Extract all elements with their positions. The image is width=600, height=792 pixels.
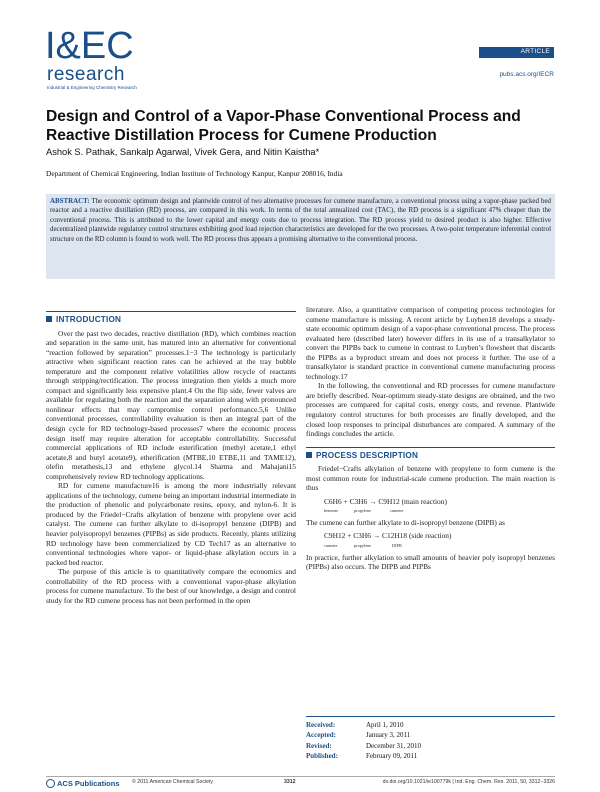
footer-rule [46, 776, 555, 777]
intro-paragraph-2: RD for cumene manufacture16 is among the more industrially relevant applications of the technology, cumene being an important industrial intermediate in the production of phenolic and polycarbonate resins, epoxy, and nylon-6. It is produced by the Friedel−Crafts alkylation of benzene with propylene over acid catalyst. The cumene can further alkylate to di-isopropyl benzene (DIPB) and heavier polyisopropyl benzenes (PIPBs) as side products. Recently, plants utilizing RD technology have been commercialized by CD Tech17 as an alternative to conventional technologies where vapor- or liquid-phase alkylation occurs in a packed bed reactor. [46, 481, 296, 567]
introduction-heading: INTRODUCTION [46, 311, 296, 325]
article-type-badge [479, 47, 554, 58]
journal-logo-caption: Industrial & Engineering Chemistry Research [47, 85, 137, 90]
intro-paragraph-1: Over the past two decades, reactive distillation (RD), which combines reaction and separation in the same unit, has matured into an alternative for conventional “reaction followed by separation” processes.1−3 The technology is particularly attractive when significant reaction rates can be achieved at the tray bubble temperature and the component relative volatilities allow recycle of reactants through stripping/rectification. The process integration then yields a much more compact and significantly less expensive plant.4 On the flip side, fewer valves are available for regulating both the reaction and the separation along with pronounced nonlinear effects that may compromise control performance.5,6 Unlike conventional processes, controllability evaluation is then an integral part of the design cycle for RD technology-based processes7 where the economic process design itself may require alteration for acceptable controllability. Successful commercial applications of RD include esterification (methyl acetate,1 ethyl acetate,8 and butyl acetate9), etherification (MTBE,10 ETBE,11 and TAME12), olefin metathesis,13 and ethylene glycol.14 Sharma and Mahajani15 comprehensively review RD technology applications. [46, 328, 296, 481]
section-marker-icon [46, 316, 52, 322]
doi-citation[interactable]: dx.doi.org/10.1021/ie100779k | Ind. Eng. Chem. Res. 2011, 50, 3312−3326 [382, 779, 555, 785]
journal-url[interactable]: pubs.acs.org/IECR [499, 71, 554, 78]
process-paragraph-1: Friedel−Crafts alkylation of benzene with propylene to form cumene is the most common route for industrial-scale cumene production. The main reaction is thus [306, 464, 555, 493]
accepted-date: Accepted: January 3, 2011 [306, 731, 411, 740]
section-marker-icon [306, 452, 312, 458]
received-date: Received: April 1, 2010 [306, 721, 404, 729]
equation-main-reaction: C6H6 + C3H6 → C9H12 (main reaction) benzene propylene cumene [324, 496, 447, 514]
abstract-label: ABSTRACT: [50, 197, 90, 205]
author-list: Ashok S. Pathak, Sankalp Agarwal, Vivek Gera, and Nitin Kaistha* [46, 147, 320, 157]
acs-publications-logo: ACS Publications [46, 779, 120, 788]
acs-logo-icon [46, 779, 55, 788]
abstract-text: The economic optimum design and plantwide control of two alternative processes for cumene manufacture, a conventional process using a vapor-phase packed bed reactor and a reactive distillation (RD) process, are compared in this work. In terms of the total annualized cost (TAC), the RD process is a significant 47% cheaper than the conventional process. This is attributed to the lower capital and energy costs due to process integration. The RD process yield to desired product is also higher. Effective decentralized plantwide regulatory control structures exhibiting good load rejection characteristics are developed for the two processes. A two-point temperature inferential control structure on the RD column is found to work well. The RD process thus appears a promising alternative to the conventional process. [50, 197, 551, 243]
equation-side-reaction: C9H12 + C3H6 → C12H18 (side reaction) cumene propylene DIPB [324, 531, 452, 549]
process-description-heading: PROCESS DESCRIPTION [306, 447, 555, 461]
article-dates [306, 716, 555, 761]
journal-logo-research: research [47, 64, 125, 85]
page-number: 3312 [284, 779, 296, 785]
affiliation: Department of Chemical Engineering, Indian Institute of Technology Kanpur, Kanpur 208016, India [46, 169, 343, 178]
intro-paragraph-3: The purpose of this article is to quantitatively compare the economics and controllability of the RD process with a conventional vapor-phase alkylation process for cumene manufacture. To the best of our knowledge, a design and control study for the RD cumene process has not been performed in the open [46, 567, 296, 605]
abstract [50, 197, 551, 244]
right-column [306, 305, 555, 572]
published-date: Published: February 09, 2011 [306, 751, 418, 760]
article-title [46, 107, 566, 145]
copyright: © 2011 American Chemical Society [132, 779, 213, 785]
process-paragraph-3: In practice, further alkylation to small amounts of heavier poly isopropyl benzenes (PIPBs) also occurs. The DIPB and PIPBs [306, 552, 555, 572]
title-line-2: Reactive Distillation Process for Cumene Production [46, 127, 437, 144]
title-line-1: Design and Control of a Vapor-Phase Conventional Process and [46, 108, 521, 125]
article-type-label: ARTICLE [520, 48, 550, 55]
revised-date: Revised: December 31, 2010 [306, 741, 422, 750]
right-paragraph-1: literature. Also, a quantitative comparison of competing process technologies for cumene manufacture is missing. A recent article by Luyben18 develops a steady-state economic optimum design of a vapor-phase conventional process. The process evaluated here (described later) however differs in its use of a transalkylator to convert the PIPBs back to cumene in contrast to Luyben’s flowsheet that discards the PIPBs as a byproduct stream and does not process it further. The use of a transalkylator is standard practice in conventional cumene manufacturing process technology.17 [306, 305, 555, 381]
left-column [46, 311, 296, 605]
right-paragraph-2: In the following, the conventional and RD processes for cumene manufacture are briefly described. Near-optimum steady-state designs are obtained, and the two processes are compared for capital costs, energy costs, and revenue. Plantwide regulatory control structures for both processes are finally developed, and the closed loop responses to principal disturbances are compared. A summary of the findings concludes the article. [306, 381, 555, 439]
journal-logo: I&EC [45, 25, 134, 67]
process-paragraph-2: The cumene can further alkylate to di-isopropyl benzene (DIPB) as [306, 517, 505, 527]
